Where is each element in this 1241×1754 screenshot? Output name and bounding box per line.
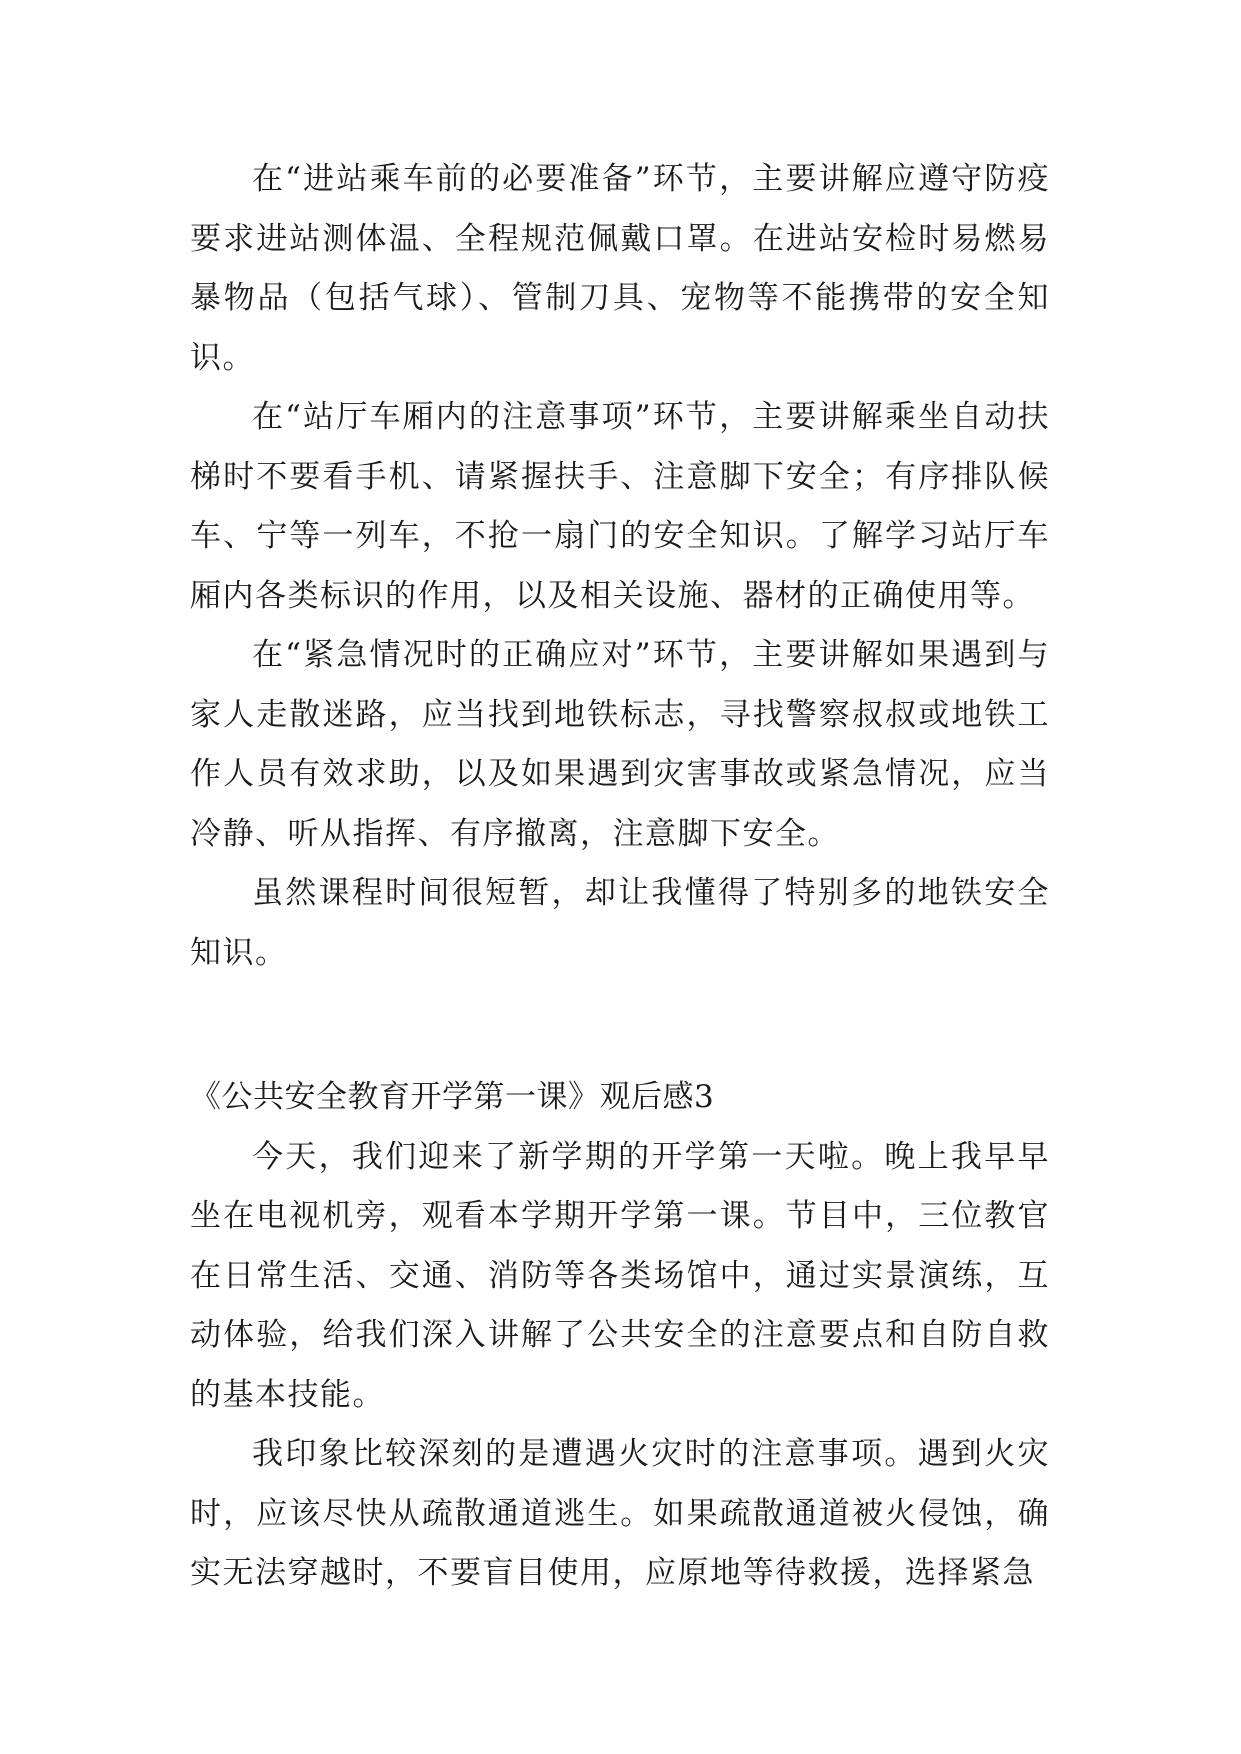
paragraph-emergency-response: 在“紧急情况时的正确应对”环节，主要讲解如果遇到与家人走散迷路，应当找到地铁标志，寻找警察叔叔或地铁工作人员有效求助，以及如果遇到灾害事故或紧急情况，应当冷静、听从指挥、有序撤离，注意脚下安全。 — [190, 637, 1050, 852]
paragraph-fire-safety: 我印象比较深刻的是遭遇火灾时的注意事项。遇到火灾时，应该尽快从疏散通道逃生。如果疏散通道被火侵蚀，确实无法穿越时，不要盲目使用，应原地等待救援，选择紧急 — [190, 1436, 1050, 1591]
paragraph-station-preparation: 在“进站乘车前的必要准备”环节，主要讲解应遵守防疫要求进站测体温、全程规范佩戴口罩。在进站安检时易燃易暴物品（包括气球）、管制刀具、宠物等不能携带的安全知识。 — [190, 161, 1050, 376]
paragraph-first-day: 今天，我们迎来了新学期的开学第一天啦。晚上我早早坐在电视机旁，观看本学期开学第一课。节目中，三位教官在日常生活、交通、消防等各类场馆中，通过实景演练，互动体验，给我们深入讲解了公共安全的注意要点和自防自救的基本技能。 — [190, 1138, 1050, 1413]
essay-title: 《公共安全教育开学第一课》观后感3 — [190, 1079, 715, 1115]
paragraph-conclusion: 虽然课程时间很短暂，却让我懂得了特别多的地铁安全知识。 — [190, 875, 1050, 971]
document-page — [190, 150, 1050, 1604]
paragraph-hall-carriage-notes: 在“站厅车厢内的注意事项”环节，主要讲解乘坐自动扶梯时不要看手机、请紧握扶手、注意脚下安全；有序排队候车、宁等一列车，不抢一扇门的安全知识。了解学习站厅车厢内各类标识的作用，以及相关设施、器材的正确使用等。 — [190, 399, 1050, 614]
